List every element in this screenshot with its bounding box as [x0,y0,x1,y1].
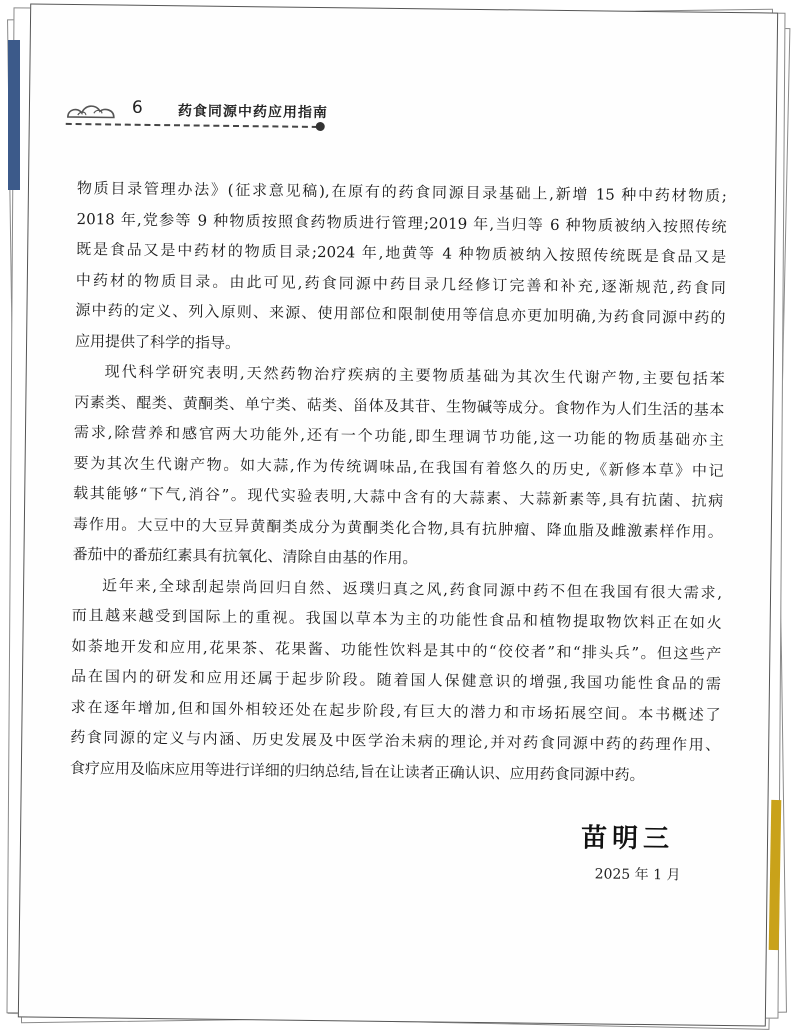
text-line: 2018 年,党参等 9 种物质按照食药物质进行管理;2019 年,当归等 6 种物质被纳入按照传统 [76,209,727,236]
page-number: 6 [131,97,143,118]
text-line: 毒作用。大豆中的大豆异黄酮类成分为黄酮类化合物,具有抗肿瘤、降血脂及雌激素样作用。 [72,514,723,541]
book-page [18,3,778,1026]
running-header [60,95,330,138]
text-line: 应用提供了科学的指导。 [74,331,241,352]
text-line: 载其能够“下气,消谷”。现代实验表明,大蒜中含有的大蒜素、大蒜新素等,具有抗菌、抗病 [73,484,724,510]
book-title: 药食同源中药应用指南 [177,103,329,122]
text-line: 源中药的定义、列入原则、来源、使用部位和限制使用等信息亦更加明确,为药食同源中药的 [75,301,726,327]
text-line: 需求,除营养和感官两大功能外,还有一个功能,即生理调节功能,这一功能的物质基础亦主 [73,423,725,449]
text-line: 物质目录管理办法》(征求意见稿),在原有的药食同源目录基础上,新增 15 种中药材物质; [76,179,728,205]
paragraph [70,570,723,791]
text-line: 丙素类、醌类、黄酮类、单宁类、萜类、甾体及其苷、生物碱等成分。食物作为人们生活的基本 [74,392,725,419]
text-line: 中药材的物质目录。由此可见,药食同源中药目录几经修订完善和补充,逐渐规范,药食同 [75,270,726,297]
body-text [70,173,727,791]
author-signature: 苗明三 [580,823,675,855]
text-line: 要为其次生代谢产物。如大蒜,作为传统调味品,在我国有着悠久的历史,《新修本草》中记 [73,453,724,480]
header-dot [316,122,325,131]
signature-date: 2025 年 1 月 [594,866,681,884]
book-cover-edge [8,40,20,190]
text-line: 近年来,全球刮起崇尚回归自然、返璞归真之风,药食同源中药不但在我国有很大需求, [102,575,723,602]
text-line: 求在逐年增加,但和国外相较还处在起步阶段,有巨大的潜力和市场拓展空间。本书概述了 [70,697,721,724]
header-dashed-rule [66,123,318,128]
cloud-ornament-icon [64,99,120,124]
text-line: 药食同源的定义与内涵、历史发展及中医学治未病的理论,并对药食同源中药的药理作用、 [70,728,721,754]
text-line: 现代科学研究表明,天然药物治疗疾病的主要物质基础为其次生代谢产物,主要包括苯 [104,362,725,388]
text-line: 如荼地开发和应用,花果茶、花果酱、功能性饮料是其中的“佼佼者”和“排头兵”。但这些产 [71,636,722,663]
text-line: 番茄中的番茄红素具有抗氧化、清除自由基的作用。 [72,545,418,568]
text-line: 既是食品又是中药材的物质目录;2024 年,地黄等 4 种物质被纳入按照传统既是食品又是 [76,240,727,266]
text-line: 食疗应用及临床应用等进行详细的归纳总结,旨在让读者正确认识、应用药食同源中药。 [69,758,645,784]
paragraph [75,173,727,364]
text-line: 品在国内的研发和应用还属于起步阶段。随着国人保健意识的增强,我国功能性食品的需 [70,667,722,693]
paragraph [72,356,725,577]
text-line: 而且越来越受到国际上的重视。我国以草本为主的功能性食品和植物提取物饮料正在如火 [71,606,722,632]
